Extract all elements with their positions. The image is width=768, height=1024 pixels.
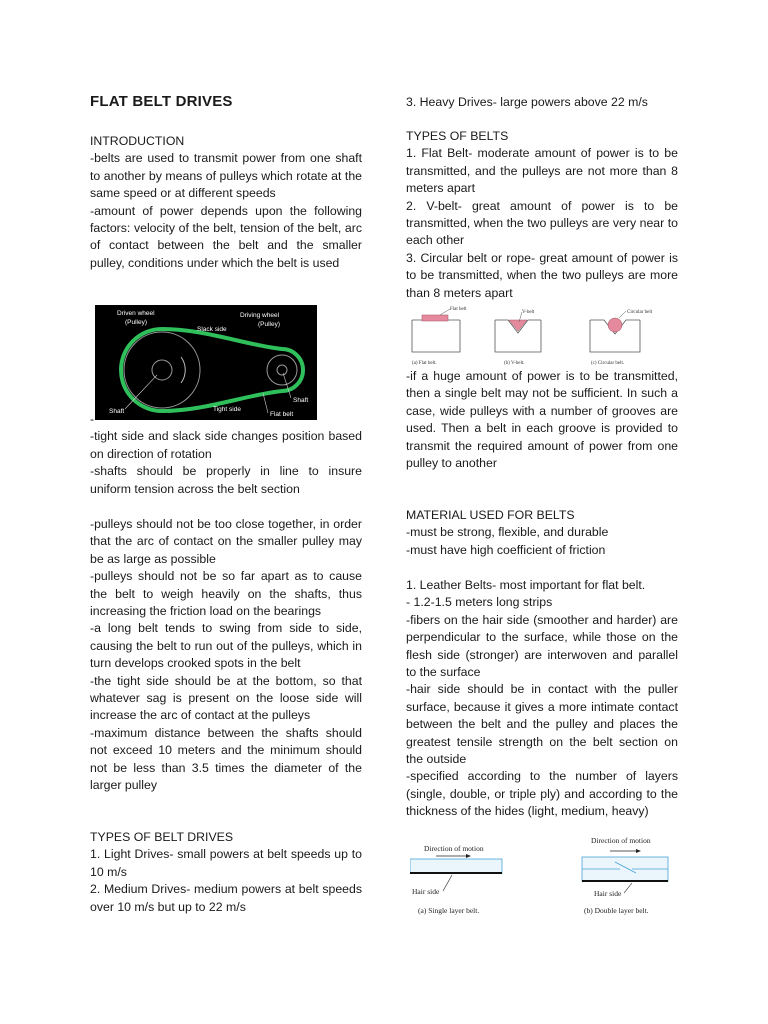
- tight-slack-line: -tight side and slack side changes position based on direction of rotation: [90, 429, 362, 461]
- max-distance-line: -maximum distance between the shafts should not exceed 10 meters and the minimum should not be less than 3.5 times the diameter of the larger pulley: [90, 725, 362, 793]
- belt-drives-section: [90, 829, 362, 916]
- belt-drives-heading: TYPES OF BELT DRIVES: [90, 830, 234, 844]
- label-flat-belt: Flat belt: [270, 411, 294, 418]
- caption-single-layer: (a) Single layer belt.: [418, 906, 480, 915]
- heavy-drives-line: 3. Heavy Drives- large powers above 22 m/s: [406, 95, 648, 109]
- left-block-3: [90, 516, 362, 795]
- belt-types-section: [406, 128, 678, 302]
- belt-drive-diagram: [95, 305, 317, 420]
- label-driving-wheel: Driving wheel: [240, 312, 280, 319]
- medium-drives-line: 2. Medium Drives- medium powers at belt speeds over 10 m/s but up to 22 m/s: [90, 882, 362, 914]
- material-heading: MATERIAL USED FOR BELTS: [406, 508, 575, 522]
- caption-flat-belt: (a) Flat belt.: [412, 361, 437, 366]
- label-driving-wheel-sub: (Pulley): [258, 321, 281, 328]
- label-circular-belt: Circular belt: [627, 310, 653, 315]
- light-drives-line: 1. Light Drives- small powers at belt speeds up to 10 m/s: [90, 847, 362, 879]
- v-belt-line: 2. V-belt- great amount of power is to be transmitted, when the two pulleys are very near to each other: [406, 198, 678, 248]
- material-section: [406, 507, 678, 559]
- hair-side-label-a: Hair side: [412, 887, 440, 896]
- material-line-2: -must have high coefficient of friction: [406, 542, 606, 557]
- left-block-2: [90, 411, 362, 498]
- shafts-line: -shafts should be properly in line to insure uniform tension across the belt section: [90, 464, 362, 496]
- intro-line-1: -belts are used to transmit power from one shaft to another by means of pulleys which rotate at the same speed or at different speeds: [90, 151, 362, 201]
- caption-v-belt: (b) V-belt.: [504, 361, 525, 366]
- intro-heading: INTRODUCTION: [90, 134, 185, 148]
- huge-power-paragraph: -if a huge amount of power is to be transmitted, then a single belt may not be sufficient. In such a case, wide pulleys with a number of grooves are used. Then a belt in each groove is provided to transmit the required amount of power from one pulley to another: [406, 369, 678, 471]
- caption-double-layer: (b) Double layer belt.: [584, 906, 649, 915]
- flat-belt-line: 1. Flat Belt- moderate amount of power is to be transmitted, and the pulleys are not more than 8 meters apart: [406, 146, 678, 196]
- label-tight-side: Tight side: [213, 406, 241, 413]
- label-driven-wheel: Driven wheel: [117, 310, 155, 317]
- label-shaft-right: Shaft: [293, 397, 309, 404]
- circular-belt-line: 3. Circular belt or rope- great amount of power is to be transmitted, when the two pulleys are more than 8 meters apart: [406, 250, 678, 300]
- direction-label-a: Direction of motion: [424, 844, 484, 853]
- label-v-belt: V-belt: [522, 310, 535, 315]
- pulley-far-line: -pulleys should not be so far apart as to cause the belt to weigh heavily on the shafts, thus increasing the friction load on the bearings: [90, 569, 362, 619]
- circular-belt-section: [608, 318, 622, 332]
- belt-types-diagram: [408, 303, 668, 369]
- leather-fibers-line: -fibers on the hair side (smoother and harder) are perpendicular to the surface, while those on the flesh side (stronger) are interwoven and parallel to the surface: [406, 612, 678, 680]
- leather-heading-line: 1. Leather Belts- most important for flat belt.: [406, 578, 646, 592]
- hair-side-label-b: Hair side: [594, 889, 622, 898]
- v-belt-section: [509, 320, 527, 331]
- double-layer-belt: [582, 836, 668, 915]
- label-driven-wheel-sub: (Pulley): [125, 319, 148, 326]
- long-belt-line: -a long belt tends to swing from side to side, causing the belt to run out of the pulleys, which in turn develops crooked spots in the belt: [90, 621, 362, 671]
- label-shaft-left: Shaft: [109, 408, 125, 415]
- tight-bottom-line: -the tight side should be at the bottom, so that whatever sag is present on the loose side will increase the arc of contact at the pulleys: [90, 673, 362, 723]
- belt-types-heading: TYPES OF BELTS: [406, 129, 509, 143]
- single-layer-belt: [410, 844, 502, 915]
- caption-circular-belt: (c) Circular belt.: [591, 361, 625, 366]
- material-line-1: -must be strong, flexible, and durable: [406, 525, 609, 540]
- dash-line: -: [90, 412, 95, 426]
- label-slack-side: Slack side: [197, 326, 227, 333]
- leather-strip-line: - 1.2-1.5 meters long strips: [406, 595, 553, 610]
- pulley-close-line: -pulleys should not be too close together, in order that the arc of contact on the smaller pulley may be as large as possible: [90, 517, 362, 566]
- direction-label-b: Direction of motion: [591, 836, 651, 845]
- leather-hair-side-line: -hair side should be in contact with the puller surface, because it gives a more intimate contact between the belt and the pulley and places the greatest tensile strength on the belt section on the outside: [406, 682, 678, 767]
- label-flat-belt: Flat belt: [450, 307, 467, 312]
- intro-line-2: -amount of power depends upon the following factors: velocity of the belt, tension of the belt, arc of contact between the belt and the smaller pulley, conditions under which the belt is used: [90, 203, 362, 270]
- page-title: FLAT BELT DRIVES: [90, 93, 233, 110]
- flat-belt-section: [422, 315, 448, 321]
- leather-specified-line: -specified according to the number of layers (single, double, or triple ply) and according to the thickness of the hides (light, medium, heavy): [406, 769, 678, 819]
- belt-layer-diagram: [410, 833, 672, 919]
- leather-section: [406, 577, 678, 821]
- intro-section: [90, 133, 362, 272]
